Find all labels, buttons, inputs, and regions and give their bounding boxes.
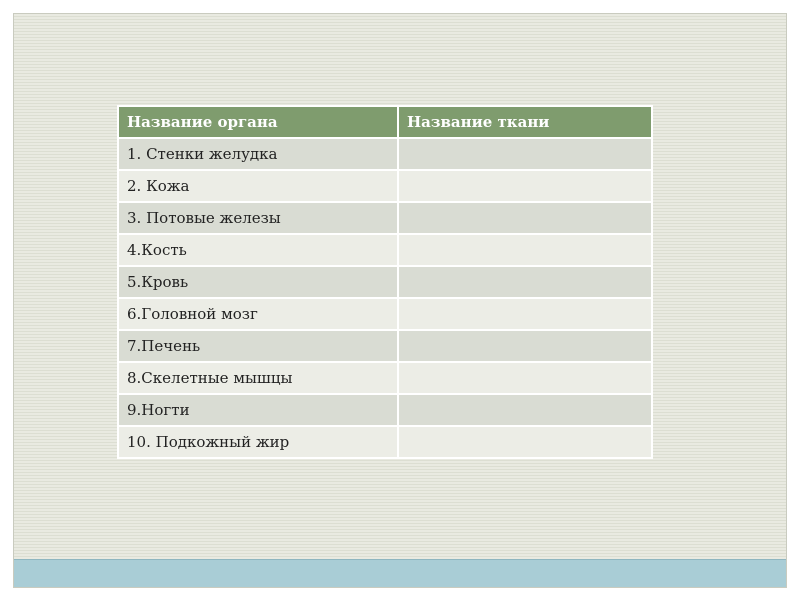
organ-cell: 1. Стенки желудка bbox=[118, 138, 398, 170]
organ-cell: 3. Потовые железы bbox=[118, 202, 398, 234]
table-row bbox=[118, 426, 652, 458]
organ-cell: 10. Подкожный жир bbox=[118, 426, 398, 458]
tissue-cell bbox=[398, 426, 652, 458]
organ-cell: 7.Печень bbox=[118, 330, 398, 362]
table-row bbox=[118, 362, 652, 394]
slide bbox=[13, 13, 787, 588]
header-organ-name: Название органа bbox=[118, 106, 398, 138]
organ-cell: 6.Головной мозг bbox=[118, 298, 398, 330]
table-row bbox=[118, 234, 652, 266]
organ-cell: 9.Ногти bbox=[118, 394, 398, 426]
table-row bbox=[118, 330, 652, 362]
table-row bbox=[118, 170, 652, 202]
organ-cell: 8.Скелетные мышцы bbox=[118, 362, 398, 394]
organ-cell: 5.Кровь bbox=[118, 266, 398, 298]
tissue-cell bbox=[398, 330, 652, 362]
header-tissue-name: Название ткани bbox=[398, 106, 652, 138]
slide-bottom-bar bbox=[14, 559, 786, 587]
tissue-cell bbox=[398, 298, 652, 330]
table-row bbox=[118, 298, 652, 330]
organ-cell: 2. Кожа bbox=[118, 170, 398, 202]
table-row bbox=[118, 202, 652, 234]
table-row bbox=[118, 394, 652, 426]
table-header-row bbox=[118, 106, 652, 138]
tissue-cell bbox=[398, 234, 652, 266]
tissue-cell bbox=[398, 138, 652, 170]
tissue-cell bbox=[398, 394, 652, 426]
table-row bbox=[118, 138, 652, 170]
tissue-cell bbox=[398, 266, 652, 298]
tissue-cell bbox=[398, 362, 652, 394]
organ-cell: 4.Кость bbox=[118, 234, 398, 266]
tissue-cell bbox=[398, 170, 652, 202]
tissue-cell bbox=[398, 202, 652, 234]
table-row bbox=[118, 266, 652, 298]
organ-tissue-table bbox=[117, 105, 653, 459]
